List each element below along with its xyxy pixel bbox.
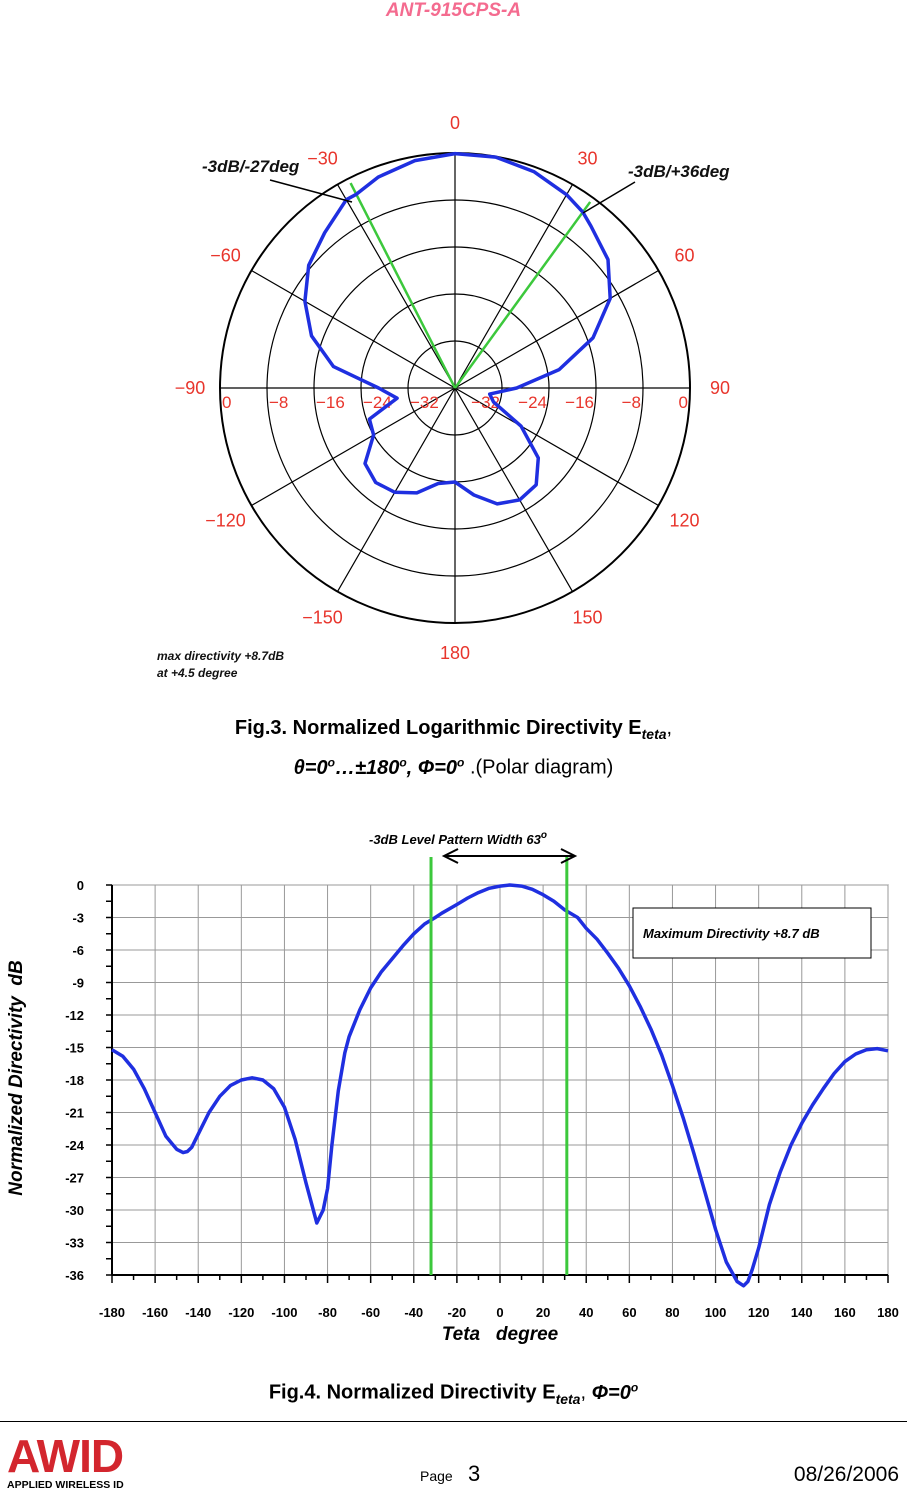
y-tick-label: -9 <box>72 975 84 991</box>
polar-ring-label: −16 <box>565 393 594 412</box>
document-header-title: ANT-915CPS-A <box>385 0 522 21</box>
annotation-left: -3dB/-27deg <box>202 157 300 176</box>
max-directivity-note-line2: at +4.5 degree <box>157 666 238 680</box>
y-tick-label: -6 <box>72 943 84 958</box>
y-tick-label: -30 <box>65 1203 84 1218</box>
polar-angle-label: 30 <box>577 148 598 169</box>
polar-angle-label: 60 <box>674 245 695 266</box>
polar-angle-label: 120 <box>669 510 700 531</box>
polar-ring-label: −16 <box>316 393 345 412</box>
footer-date: 08/26/2006 <box>793 1463 899 1486</box>
polar-angle-label: −60 <box>210 245 241 266</box>
x-tick-label: -100 <box>271 1305 298 1320</box>
minus-3db-markers <box>431 857 567 1275</box>
caption-1-line-1: Fig.3. Normalized Logarithmic Directivity $E_{teta}$, <box>234 717 673 742</box>
x-tick-label: 140 <box>790 1305 813 1320</box>
y-tick-label: -18 <box>65 1073 84 1088</box>
y-axis-label: Normalized Directivity dB <box>6 960 27 1196</box>
polar-angle-label: −30 <box>307 148 338 169</box>
y-tick-label: -21 <box>65 1105 84 1121</box>
footer-divider <box>0 1421 907 1422</box>
max-directivity-note-line1: max directivity +8.7dB <box>157 649 285 663</box>
chart-title: -3dB Level Pattern Width 63$^o$ <box>369 830 547 847</box>
polar-ring-label: −32 <box>471 393 500 412</box>
x-tick-label: -20 <box>447 1305 467 1320</box>
x-tick-label: 40 <box>578 1305 594 1320</box>
polar-ring-label: −32 <box>410 393 439 412</box>
polar-ring-label: 0 <box>678 393 688 412</box>
figure-4-caption: Fig.4. Normalized Directivity $E_{teta}$, $\Phi=0^o$ <box>268 1380 639 1407</box>
directivity-line-chart <box>0 800 907 1360</box>
x-tick-label: 180 <box>877 1305 899 1320</box>
max-directivity-box-label: Maximum Directivity +8.7 dB <box>643 926 820 941</box>
x-tick-label: 120 <box>747 1305 770 1320</box>
polar-angle-label: −90 <box>174 378 206 398</box>
polar-ring-label: 0 <box>222 393 232 412</box>
y-tick-label: -24 <box>65 1138 84 1153</box>
caption-1-line-2: $\theta=0^o\dots\pm 180^o$, $\Phi=0^o$ .(Polar diagram) <box>293 755 614 779</box>
awid-logo-wordmark: AWID <box>7 1430 124 1482</box>
polar-angle-label: 150 <box>572 607 603 628</box>
y-tick-label: -3 <box>72 910 84 926</box>
awid-logo-tagline: APPLIED WIRELESS ID <box>7 1479 124 1491</box>
polar-ring-label: −8 <box>621 393 641 412</box>
page-label: Page <box>420 1468 453 1484</box>
x-tick-label: 60 <box>622 1305 637 1320</box>
x-tick-label: -80 <box>318 1305 337 1320</box>
y-tick-label: 0 <box>76 878 84 893</box>
width-arrow <box>444 849 575 863</box>
x-axis-label: Teta degree <box>441 1324 559 1345</box>
x-tick-label: -40 <box>404 1305 424 1320</box>
x-tick-label: 20 <box>535 1305 551 1320</box>
y-tick-label: -36 <box>65 1268 84 1283</box>
y-tick-label: -33 <box>65 1235 84 1251</box>
x-tick-label: 80 <box>665 1305 680 1320</box>
y-tick-label: -27 <box>65 1170 84 1186</box>
polar-angle-label: 90 <box>709 378 731 398</box>
x-tick-label: -180 <box>98 1305 126 1320</box>
annotation-right: -3dB/+36deg <box>628 162 730 181</box>
polar-angle-label: 0 <box>449 113 461 133</box>
x-tick-labels <box>99 1305 899 1320</box>
polar-ring-label: −24 <box>363 393 392 412</box>
awid-logo <box>5 1424 185 1494</box>
x-tick-label: -140 <box>185 1305 212 1320</box>
polar-angle-label: 180 <box>439 643 471 663</box>
polar-ring-label: −24 <box>518 393 547 412</box>
y-tick-label: -12 <box>65 1008 84 1023</box>
polar-angle-label: −150 <box>302 607 343 628</box>
x-tick-label: -120 <box>228 1305 255 1320</box>
polar-diagram <box>0 0 907 700</box>
polar-ring-label: −8 <box>269 393 289 412</box>
annotation-right-leader <box>583 182 635 213</box>
x-tick-label: -160 <box>142 1305 169 1320</box>
y-tick-label: -15 <box>65 1040 84 1056</box>
x-tick-label: 0 <box>496 1305 504 1320</box>
figure-3-caption <box>0 714 907 782</box>
x-tick-label: 160 <box>834 1305 856 1320</box>
y-tick-labels <box>65 878 85 1283</box>
x-tick-label: -60 <box>361 1305 381 1320</box>
page-number: 3 <box>468 1461 481 1486</box>
polar-angle-label: −120 <box>205 510 246 531</box>
x-tick-label: 100 <box>704 1305 727 1320</box>
polar-beam-lines <box>351 183 591 388</box>
